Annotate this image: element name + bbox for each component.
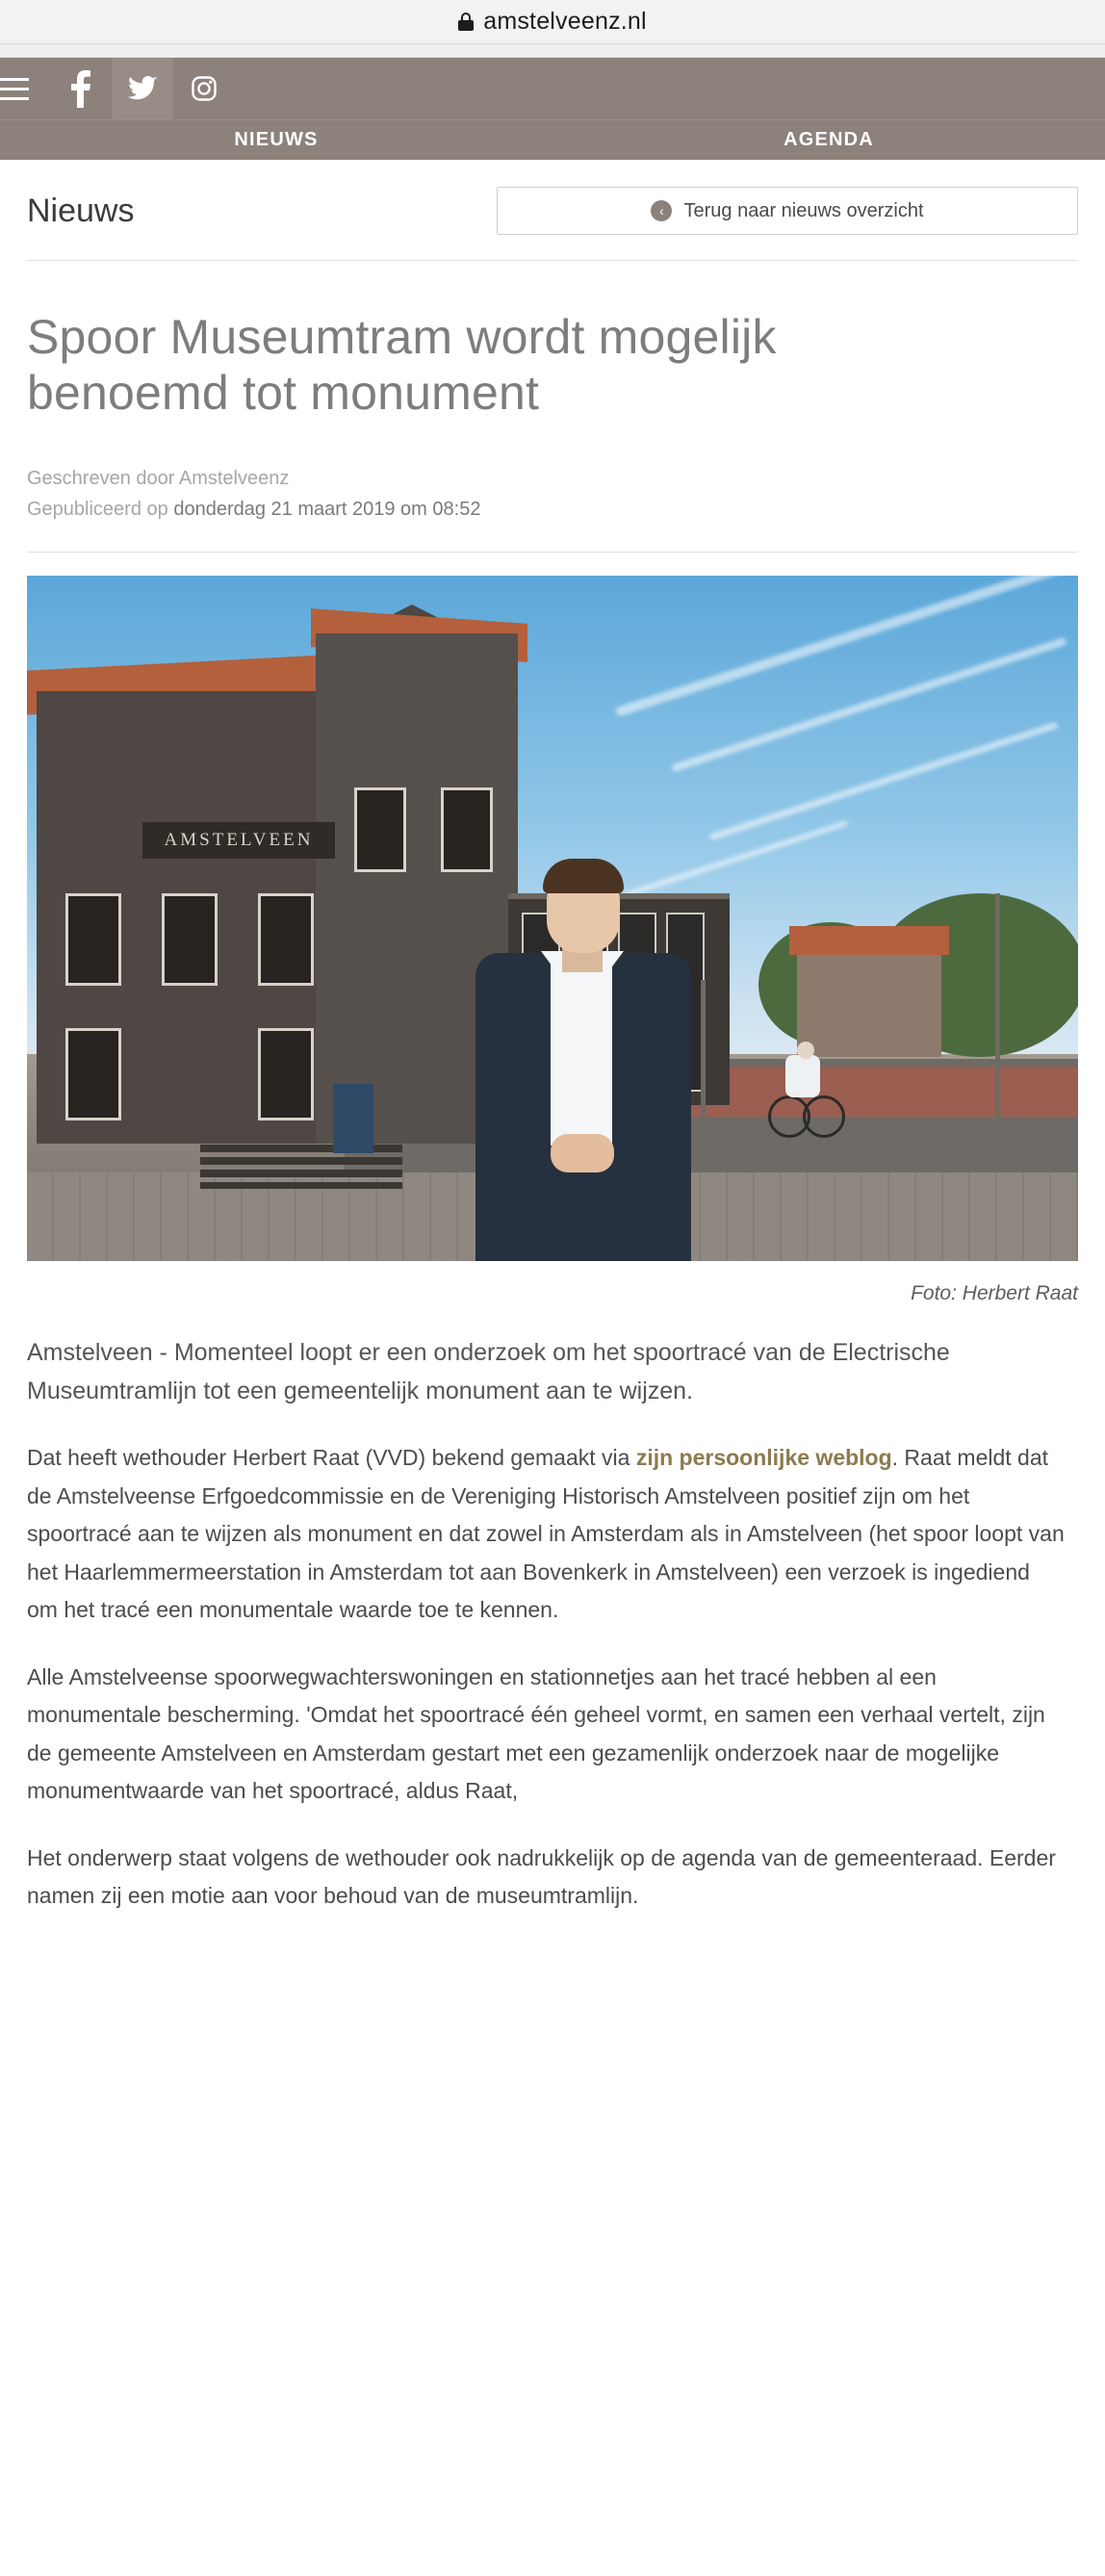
hamburger-menu-icon[interactable] xyxy=(0,78,40,100)
article-author: Geschreven door Amstelveenz xyxy=(27,468,290,489)
article-paragraph-4: Het onderwerp staat volgens de wethouder ook nadrukkelijk op de agenda van de gemeenteraad. Eerder namen zij een motie aan voor behoud van de museumtramlijn. xyxy=(27,1844,1056,1909)
twitter-icon[interactable] xyxy=(112,58,173,119)
trash-bin xyxy=(333,1084,373,1153)
paragraph-2-text-after-link: . Raat meldt dat de Amstelveense Erfgoedcommissie en de Vereniging Historisch Amstelveen positief zijn om het spoortracé aan te wijzen als monument en dat zowel in Amsterdam als in Amstelveen (het spoor loopt van het Haarlemmermeerstation in Amsterdam tot aan Bovenkerk in Amstelveen) een verzoek is ingediend om het tracé een monumentale waarde toe te kennen. xyxy=(27,1445,1065,1623)
page-title: Nieuws xyxy=(27,192,135,229)
window xyxy=(354,787,406,872)
browser-address-bar[interactable] xyxy=(0,0,1105,44)
article-paragraph-3: Alle Amstelveense spoorwegwachterswoningen en stationnetjes aan het tracé hebben al een monumentale bescherming. 'Omdat het spoortracé één geheel vormt, en samen een verhaal vertelt, zijn de gemeente Amstelveen en Amsterdam gestart met een gezamenlijk onderzoek naar de mogelijke monumentwaarde van het spoortracé, aldus Raat, xyxy=(27,1663,1045,1804)
article-photo xyxy=(27,576,1078,1261)
page-top-strip xyxy=(0,44,1105,58)
url-text: amstelveenz.nl xyxy=(483,8,647,35)
cyclist xyxy=(768,1032,845,1138)
nav-item-nieuws[interactable]: NIEUWS xyxy=(234,129,319,150)
published-prefix: Gepubliceerd op xyxy=(27,499,174,520)
article-title: Spoor Museumtram wordt mogelijk benoemd tot monument xyxy=(27,310,777,420)
photo-caption: Foto: Herbert Raat xyxy=(911,1282,1078,1304)
published-date: donderdag 21 maart 2019 om 08:52 xyxy=(173,499,481,520)
social-links xyxy=(50,58,235,119)
byline-divider xyxy=(27,552,1078,553)
lock-icon xyxy=(458,13,474,31)
article-paragraph-2 xyxy=(27,1439,1066,1630)
header-divider xyxy=(27,260,1078,261)
window xyxy=(258,1028,314,1121)
article-byline xyxy=(27,463,1078,525)
article-lede: Amstelveen - Momenteel loopt er een onderzoek om het spoortracé van de Electrische Museumtramlijn tot een gemeentelijk monument aan te wijzen. xyxy=(27,1339,950,1404)
lamp-post xyxy=(995,893,1000,1134)
window xyxy=(65,893,121,986)
article-photo-wrap xyxy=(27,576,1078,1305)
site-header xyxy=(0,58,1105,119)
breadcrumb-row xyxy=(27,160,1078,260)
window xyxy=(258,893,314,986)
facebook-icon[interactable] xyxy=(50,58,112,119)
weblog-link[interactable]: zijn persoonlijke weblog xyxy=(635,1445,892,1470)
main-navigation xyxy=(0,119,1105,160)
back-to-news-button[interactable] xyxy=(497,187,1078,235)
instagram-icon[interactable] xyxy=(173,58,235,119)
window xyxy=(162,893,218,986)
article-published xyxy=(27,494,1078,525)
nav-item-agenda[interactable]: AGENDA xyxy=(784,129,874,150)
window xyxy=(65,1028,121,1121)
url-display[interactable] xyxy=(458,8,647,36)
station-sign: AMSTELVEEN xyxy=(142,822,335,859)
person-foreground xyxy=(458,847,708,1261)
paragraph-2-text-before-link: Dat heeft wethouder Herbert Raat (VVD) bekend gemaakt via xyxy=(27,1445,636,1470)
arrow-left-icon: ‹ xyxy=(651,200,672,221)
page-content xyxy=(0,160,1105,1916)
back-button-label: Terug naar nieuws overzicht xyxy=(683,199,924,221)
